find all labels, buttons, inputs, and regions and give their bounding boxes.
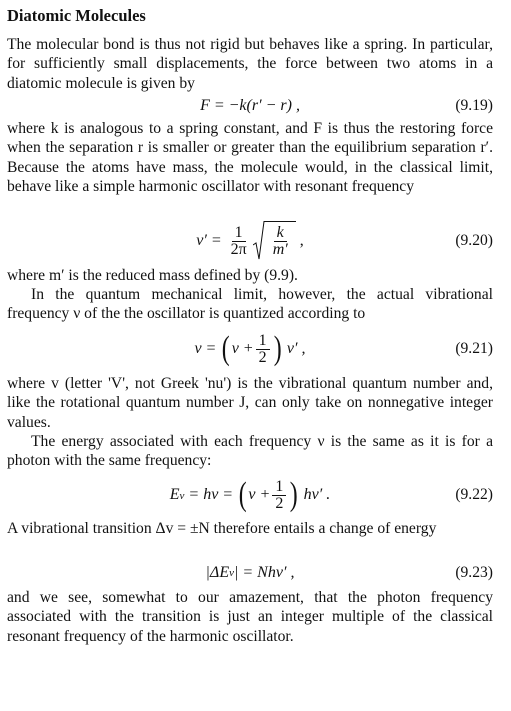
fraction — [228, 225, 250, 258]
equation-9-20-body — [196, 221, 304, 261]
fraction-numerator: 1 — [272, 479, 286, 496]
equation-number: (9.23) — [455, 564, 493, 581]
radicand-fraction — [270, 225, 291, 258]
left-paren: ( — [238, 476, 247, 513]
radicand-denominator: m′ — [272, 241, 288, 258]
fraction-denominator: 2 — [258, 348, 267, 366]
eq-rest: | = Nhν′ , — [233, 564, 295, 581]
equation-9-19-body: F = −k(r′ − r) , — [200, 97, 300, 114]
fraction-numerator: 1 — [232, 225, 246, 242]
radicand-numerator: k — [274, 225, 287, 242]
equation-9-21 — [7, 324, 493, 374]
paragraph-quantum-limit: In the quantum mechanical limit, however, the actual vibrational frequency ν of the the oscillator is quantized according to — [7, 286, 493, 323]
eq-lhs: |ΔE — [205, 564, 230, 581]
fraction-denominator: 2 — [275, 494, 284, 512]
paragraph-reduced-mass: where m′ is the reduced mass defined by (9.9). — [7, 267, 298, 284]
paragraph-photon-energy: The energy associated with each frequency ν is the same as it is for a photon with the same frequency: — [7, 433, 493, 470]
equation-number: (9.20) — [455, 232, 493, 249]
equation-9-19 — [7, 93, 493, 119]
fraction-half — [256, 333, 270, 366]
paragraph-restoring-force: where k is analogous to a spring constant, and F is thus the restoring force when the separation r is smaller or greater than the equilibrium separation r′. Because the atoms have mass, the molecule would, in the classical limit, behave like a simple harmonic oscillator with resonant frequency — [7, 120, 493, 195]
eq-tail: , — [299, 232, 304, 249]
equation-9-20 — [7, 216, 493, 266]
paragraph-vibrational-quantum-number: where v (letter 'V', not Greek 'nu') is the vibrational quantum number and, like the rotational quantum number J, can only take on nonnegative integer values. — [7, 375, 493, 431]
right-paren: ) — [273, 330, 282, 367]
left-paren: ( — [222, 330, 230, 367]
eq-inner: v + — [248, 486, 271, 503]
eq-lhs: E — [169, 486, 180, 503]
square-root — [253, 221, 296, 261]
eq-mid: = hν = — [188, 486, 234, 503]
fraction-numerator: 1 — [256, 333, 270, 350]
section-title: Diatomic Molecules — [7, 6, 146, 25]
equation-9-22-body — [170, 478, 331, 512]
radicand — [265, 221, 296, 261]
paragraph-conclusion: and we see, somewhat to our amazement, that the photon frequency associated with the transition is just an integer multiple of the classical resonant frequency of the harmonic oscillator. — [7, 589, 493, 645]
right-paren: ) — [290, 476, 298, 513]
equation-9-21-body — [194, 332, 305, 366]
eq-tail: ν′ , — [286, 340, 306, 357]
eq-lhs: ν = — [194, 340, 217, 357]
fraction-half — [272, 479, 286, 512]
eq-subscript: v — [229, 567, 234, 579]
equation-number: (9.21) — [455, 340, 493, 357]
equation-number: (9.22) — [455, 486, 493, 503]
equation-9-23 — [7, 558, 493, 588]
eq-tail: hν′ . — [303, 486, 331, 503]
radical-sign-icon — [253, 221, 265, 261]
equation-9-23-body — [206, 564, 295, 582]
equation-9-22 — [7, 471, 493, 519]
fraction-denominator: 2π — [230, 240, 247, 258]
eq-lhs-subscript: v — [179, 490, 185, 502]
eq-inner: v + — [231, 340, 254, 357]
paragraph-vibrational-transition: A vibrational transition Δv = ±N therefore entails a change of energy — [7, 520, 437, 537]
paragraph-spring-bond: The molecular bond is thus not rigid but behaves like a spring. In particular, for sufficiently small displacements, the force between two atoms in a diatomic molecule is given by — [7, 36, 493, 92]
eq-lhs: ν′ = — [196, 232, 222, 249]
equation-number: (9.19) — [455, 97, 493, 114]
